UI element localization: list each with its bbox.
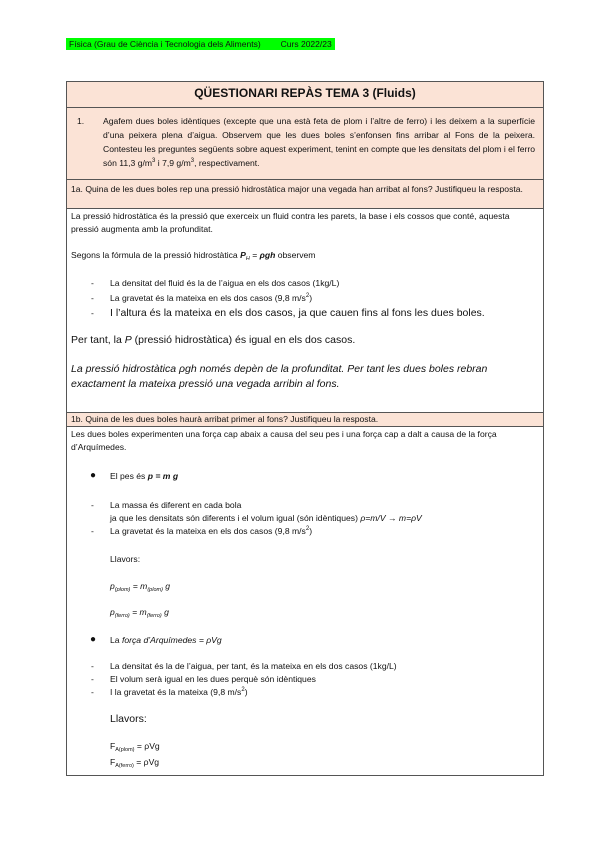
page-title: QÜESTIONARI REPÀS TEMA 3 (Fluids) bbox=[194, 86, 416, 100]
weight-iron: $p_{(ferro)} = m_{(ferro)}$ g bbox=[110, 607, 169, 619]
list-item: La gravetat és la mateixa en els dos casos (9,8 $m/s^2$) bbox=[110, 526, 313, 536]
dash: - bbox=[91, 278, 94, 288]
buoyancy-iron: $F_{A(ferro)} = \rho Vg$ bbox=[110, 757, 160, 769]
course-name: Física (Grau de Ciència i Tecnologia dels Aliments) bbox=[69, 39, 261, 49]
list-item: ja que les densitats són diferents i el volum igual (són idèntiques) ρ=m/V → m=ρV bbox=[110, 513, 422, 523]
archimedes-formula: La força d’Arquímedes = ρVg bbox=[110, 635, 222, 645]
dash: - bbox=[91, 500, 94, 510]
list-item: I la gravetat és la mateixa (9,8 $m/s^2$) bbox=[110, 687, 248, 697]
dash: - bbox=[91, 687, 94, 697]
weight-lead: $p_{(plom)} = m_{(plom)}$ g bbox=[110, 581, 171, 593]
buoyancy-lead: $F_{A(plom)} = \rho Vg$ bbox=[110, 741, 160, 753]
list-item: La densitat del fluid és la de l’aigua en els dos casos (1kg/L) bbox=[110, 278, 340, 288]
list-item: La densitat és la de l’aigua, per tant, és la mateixa en els dos casos (1kg/L) bbox=[110, 661, 397, 671]
intro-number: 1. bbox=[77, 116, 85, 126]
answer-1b-cell bbox=[67, 427, 543, 775]
list-item: La massa és diferent en cada bola bbox=[110, 500, 242, 510]
llavors-label: Llavors: bbox=[110, 713, 147, 725]
question-1a-row bbox=[67, 180, 543, 209]
weight-formula: El pes és p = m g bbox=[110, 471, 179, 481]
list-item: La gravetat és la mateixa en els dos casos (9,8 $m/s^2$) bbox=[110, 293, 313, 303]
answer-1a-formula-line: Segons la fórmula de la pressió hidrostàtica $P_H = \rho gh$ observem bbox=[71, 250, 316, 262]
llavors-label: Llavors: bbox=[110, 554, 141, 564]
dash: - bbox=[91, 661, 94, 671]
answer-1a-summary: La pressió hidrostàtica ρgh només depèn de la profunditat. Per tant les dues boles rebran exactament la mateixa pressió una vegada arribin al fons. bbox=[71, 363, 488, 390]
answer-1a-row bbox=[67, 209, 543, 413]
list-item: I l’altura és la mateixa en els dos casos, ja que cauen fins al fons les dues boles. bbox=[110, 307, 485, 319]
bullet: ● bbox=[90, 634, 97, 645]
title-row bbox=[67, 82, 543, 108]
intro-row bbox=[67, 108, 543, 180]
dash: - bbox=[91, 293, 94, 303]
course-year: Curs 2022/23 bbox=[280, 39, 332, 49]
answer-1a-intro: La pressió hidrostàtica és la pressió que exerceix un fluid contra les parets, la base i els cossos que conté, aquesta pressió augmenta amb la profunditat. bbox=[71, 211, 510, 234]
list-item: El volum serà igual en les dues perquè són idèntiques bbox=[110, 674, 316, 684]
question-1a: 1a. Quina de les dues boles rep una pressió hidrostàtica major una vegada han arribat al fons? Justifiqueu la resposta. bbox=[71, 184, 523, 194]
answer-1b-intro: Les dues boles experimenten una força cap abaix a causa del seu pes i una força cap a dalt a causa de la força d’Arquímedes. bbox=[71, 429, 497, 452]
questionnaire-table bbox=[66, 81, 544, 776]
question-1b: 1b. Quina de les dues boles haurà arribat primer al fons? Justifiqueu la resposta. bbox=[71, 414, 379, 424]
question-1b-row bbox=[67, 413, 543, 427]
intro-text: Agafem dues boles idèntiques (excepte que una està feta de plom i l’altre de ferro) i les deixem a la superfície d’una peixera plena d’aigua. Observem que les dues boles s’enfonsen fins arribar al Fons de la peixera. Contesteu les preguntes següents sobre aquest experiment, tenint en compte que les densitats del plom i el ferro són 11,3 $g/m^3$ i 7,9 $g/m^3$, respectivament. bbox=[103, 116, 535, 168]
dash: - bbox=[91, 526, 94, 536]
dash: - bbox=[91, 308, 94, 318]
course-header bbox=[66, 38, 335, 50]
bullet: ● bbox=[90, 470, 97, 481]
answer-1a-conclusion: Per tant, la P (pressió hidrostàtica) és igual en els dos casos. bbox=[71, 334, 356, 346]
dash: - bbox=[91, 674, 94, 684]
